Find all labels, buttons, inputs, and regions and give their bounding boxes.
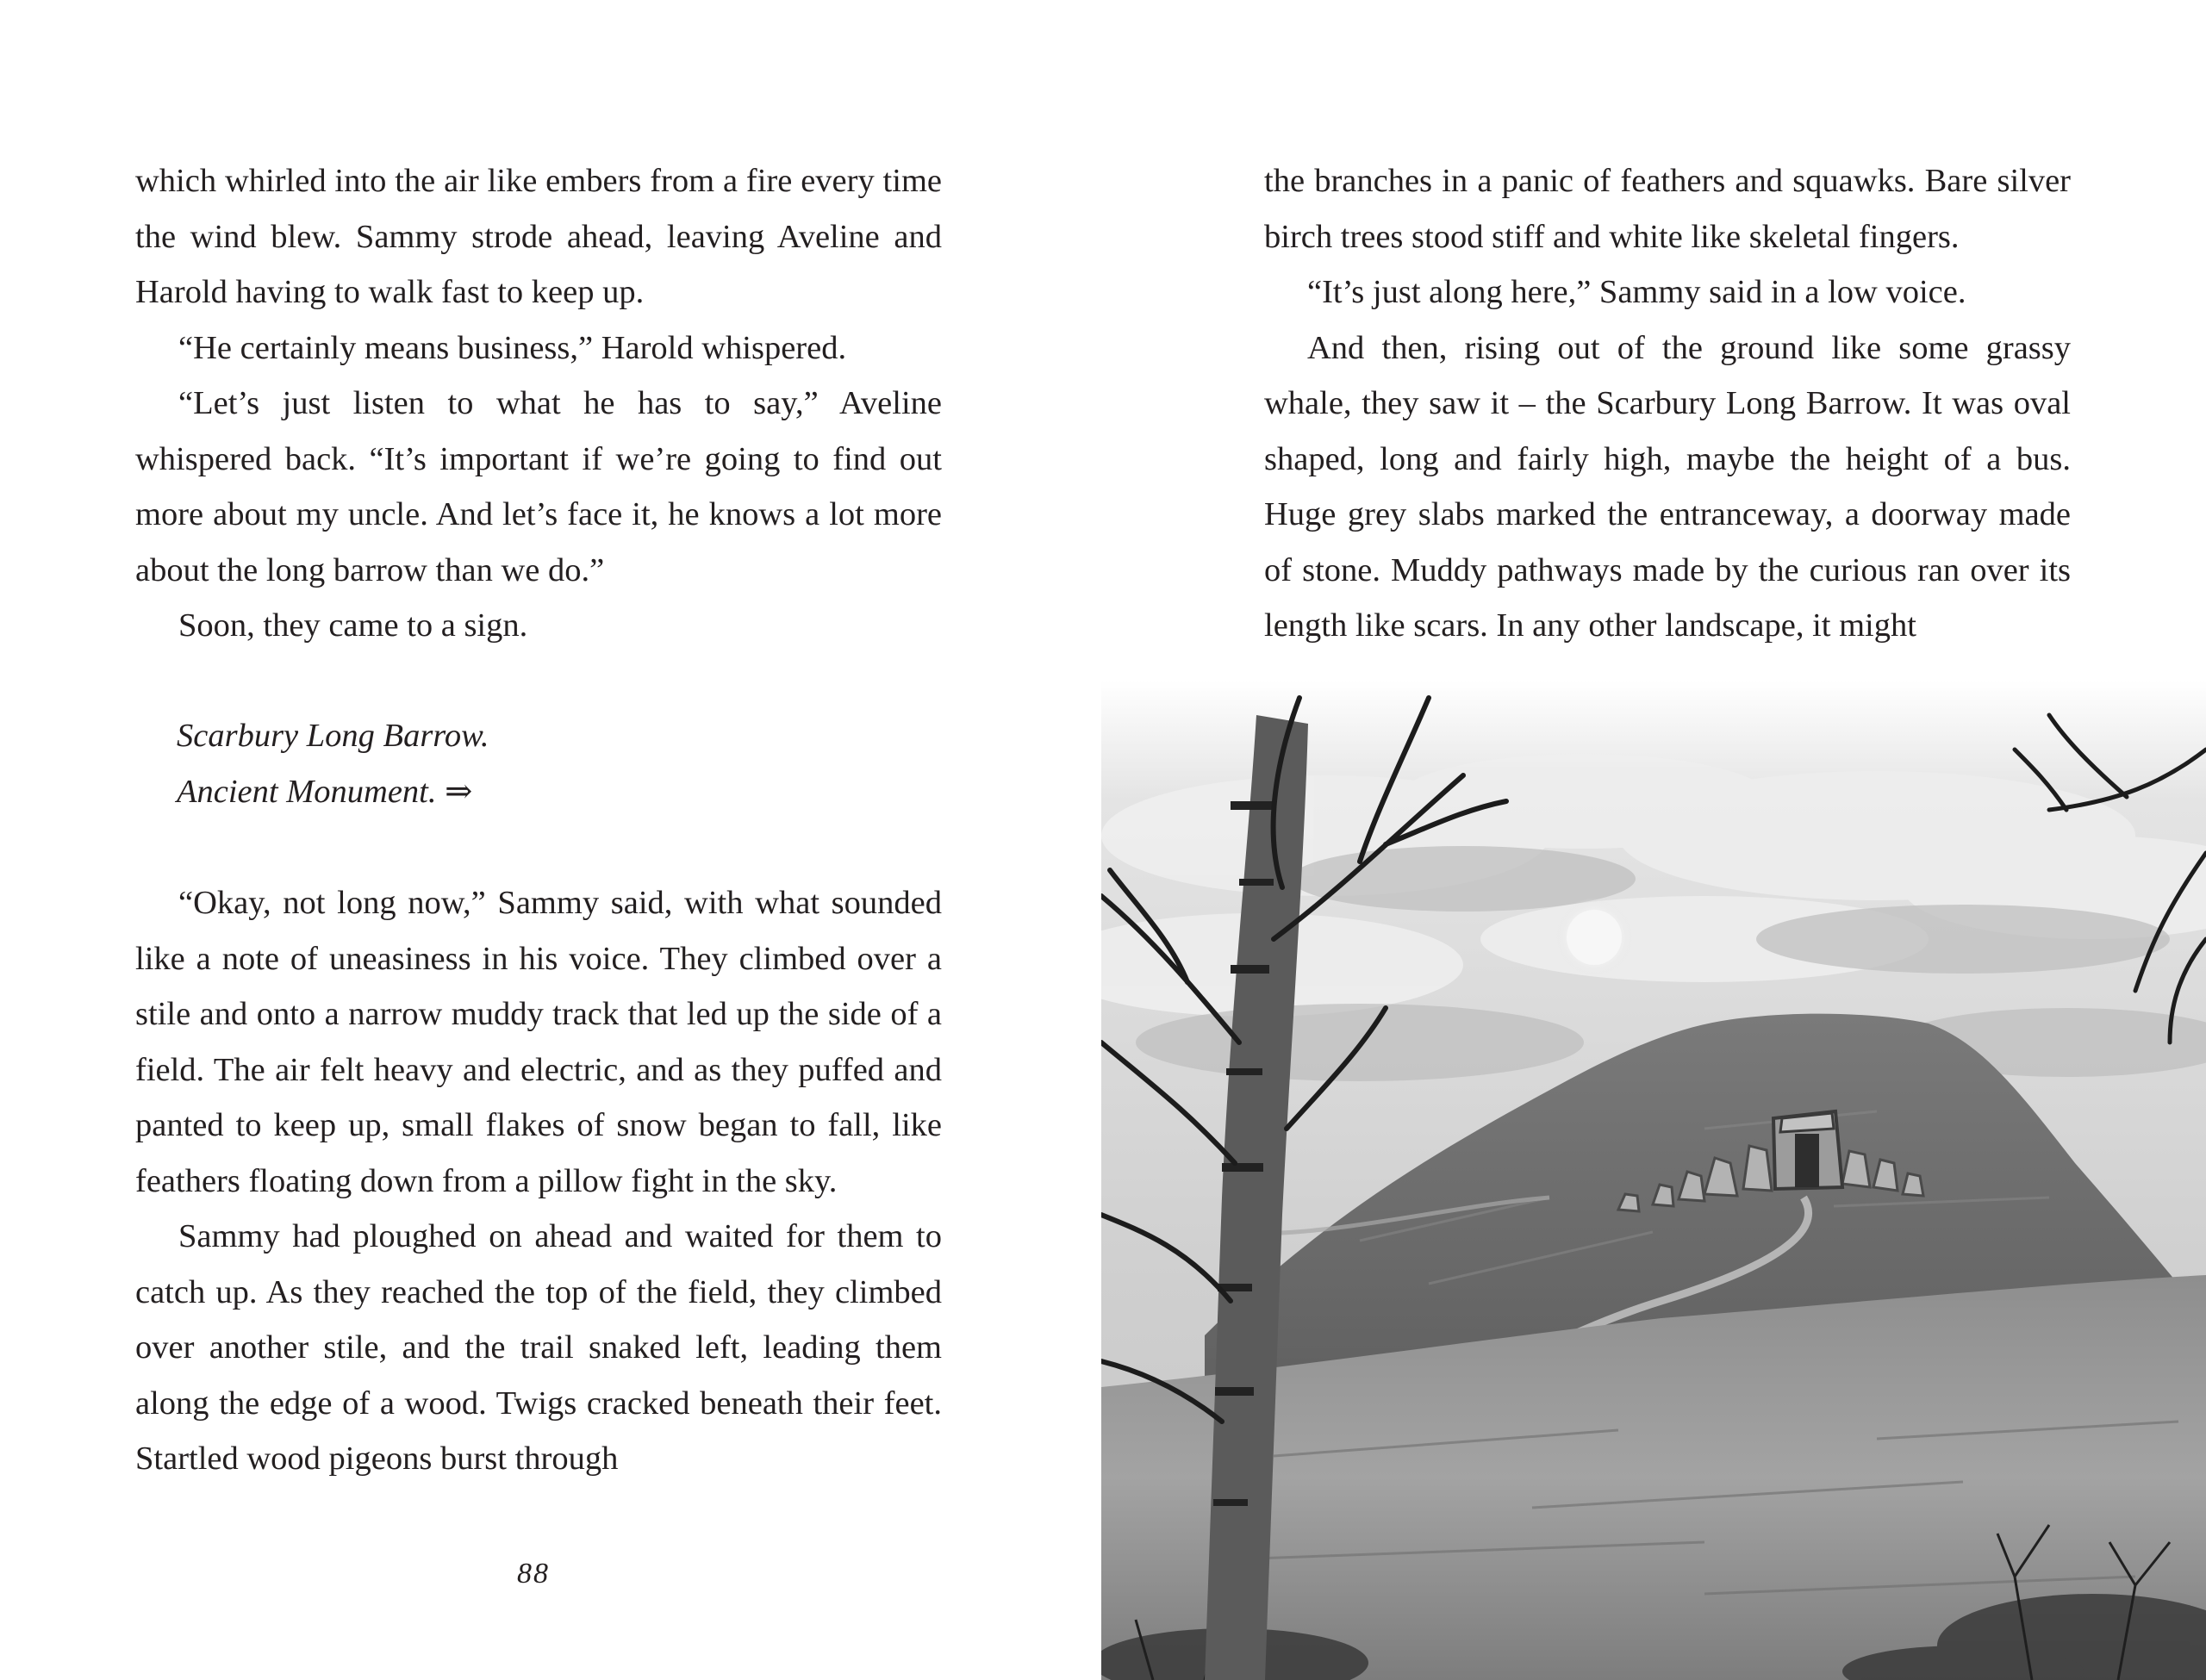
paragraph: the branches in a panic of feathers and squawks. Bare silver birch trees stood stiff and white like skeletal fingers. [1264,163,2071,255]
page-number: 88 [517,1558,550,1590]
sign-text [177,708,489,819]
left-text-bottom [135,875,942,1487]
paragraph: “It’s just along here,” Sammy said in a low voice. [1307,274,1966,310]
paragraph: which whirled into the air like embers from a fire every time the wind blew. Sammy strode ahead, leaving Aveline and Harold having to walk fast to keep up. [135,163,942,310]
paragraph: Sammy had ploughed on ahead and waited for them to catch up. As they reached the top of the field, they climbed over another stile, and the trail snaked left, leading them along the edge of a wood. Twigs cracked beneath their feet. Startled wood pigeons burst through [135,1218,942,1477]
paragraph: Soon, they came to a sign. [178,607,528,644]
sign-line: Ancient Monument. ⇒ [177,773,473,810]
long-barrow-illustration [1101,681,2206,1680]
paragraph: “Let’s just listen to what he has to say,” Aveline whispered back. “It’s important if we’re going to find out more about my uncle. And let’s face it, he knows a lot more about the long barrow than we do.” [135,385,942,588]
barrow-entrance [1773,1111,1842,1189]
paragraph: “He certainly means business,” Harold whispered. [178,329,847,366]
paragraph: “Okay, not long now,” Sammy said, with what sounded like a note of uneasiness in his voice. They climbed over a stile and onto a narrow muddy track that led up the side of a field. The air felt heavy and electric, and as they puffed and panted to keep up, small flakes of snow began to fall, like feathers floating down from a pillow fight in the sky. [135,885,942,1199]
right-text [1264,153,2071,654]
sign-line: Scarbury Long Barrow. [177,718,489,754]
paragraph: And then, rising out of the ground like some grassy whale, they saw it – the Scarbury Long Barrow. It was oval shaped, long and fairly high, maybe the height of a bus. Huge grey slabs marked the entranceway, a doorway made of stone. Muddy pathways made by the curious ran over its length like scars. In any other landscape, it might [1264,329,2071,644]
left-text-top [135,153,942,654]
